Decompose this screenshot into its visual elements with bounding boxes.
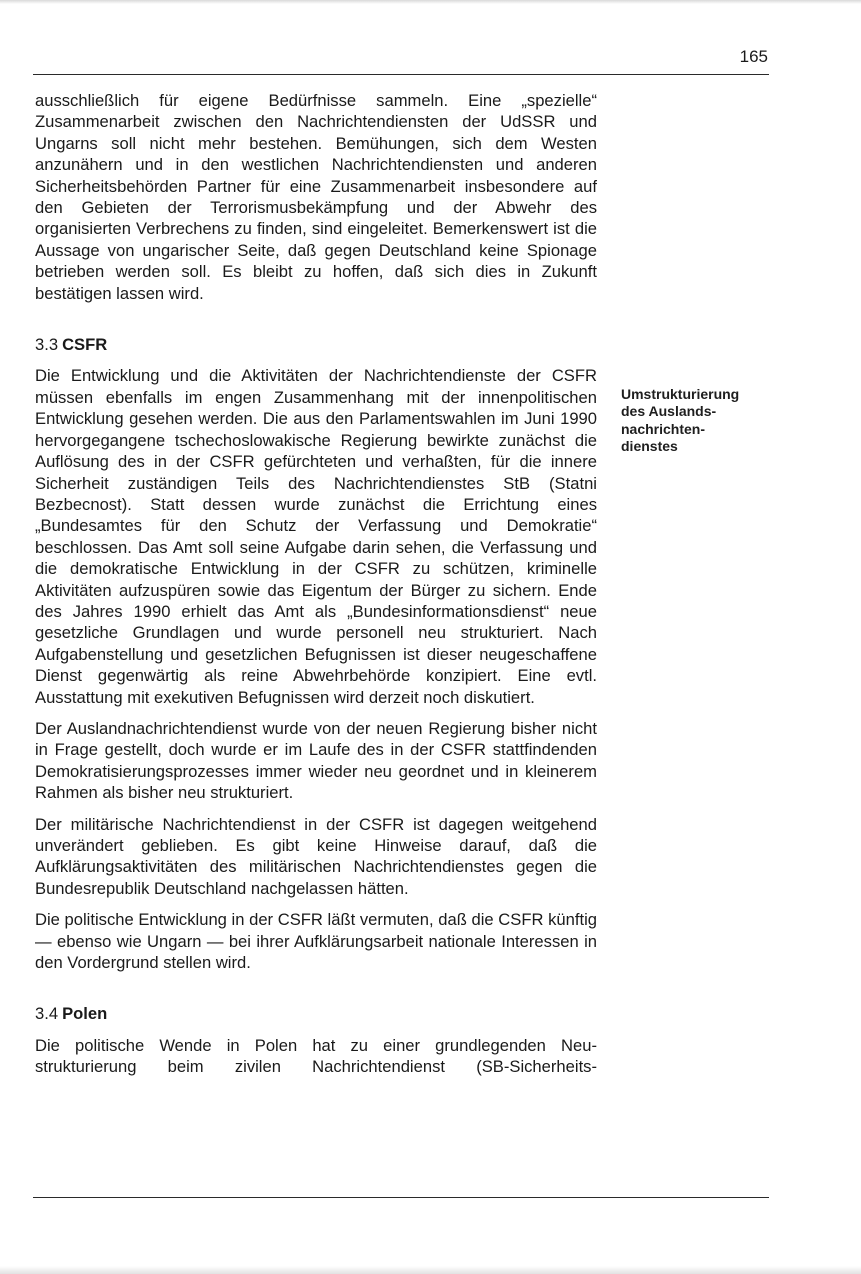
- section-heading-csfr: [35, 334, 597, 355]
- page-number: 165: [739, 47, 768, 66]
- csfr-paragraph-3: Der militärische Nachrichtendienst in der CSFR ist dagegen weitgehend unverändert geblieben. Es gibt keine Hinweise darauf, daß die Aufklärungsaktivitäten des militärischen Nachrichtendienstes gegen die Bundesrepublik Deutschland nachgelassen hätten.: [35, 814, 597, 898]
- section-title: Polen: [62, 1004, 108, 1024]
- scan-edge-top: [0, 0, 861, 4]
- scan-edge-bottom: [0, 1266, 861, 1274]
- section-number: 3.4: [35, 1004, 59, 1024]
- margin-note-line: nachrichten-: [621, 420, 706, 437]
- footer-rule: [33, 1197, 769, 1198]
- csfr-paragraph-2: Der Auslandnachrichtendienst wurde von der neuen Regierung bisher nicht in Frage gestellt, doch wurde er im Laufe des in der CSFR stattfindenden Demokratisierungsprozesses immer wieder neu geordnet und in kleinerem Rahmen als bisher neu strukturiert.: [35, 718, 597, 803]
- margin-note: [621, 386, 781, 456]
- section-number: 3.3: [35, 335, 59, 355]
- section-title: CSFR: [62, 335, 108, 355]
- csfr-paragraph-4: Die politische Entwicklung in der CSFR läßt vermuten, daß die CSFR künftig — ebenso wie Ungarn — bei ihrer Aufklärungsarbeit nationale Interessen in den Vordergrund stellen wird.: [35, 910, 597, 973]
- polen-paragraph-1: Die politische Wende in Polen hat zu einer grundlegenden Neustrukturierung beim zivilen Nachrichtendienst (SB-Sicherheits-: [35, 1035, 597, 1077]
- intro-paragraph: ausschließlich für eigene Bedürfnisse sammeln. Eine „spezielle“ Zusammenarbeit zwischen den Nachrichtendiensten der UdSSR und Ungarns soll nicht mehr bestehen. Bemühungen, sich dem Westen anzunähern und in den westlichen Nachrichtendiensten und anderen Sicherheitsbehörden Partner für eine Zusammenarbeit insbesondere auf den Gebieten der Terrorismusbekämpfung und der Abwehr des organisierten Verbrechens zu finden, sind eingeleitet. Bemerkenswert ist die Aussage von ungarischer Seite, daß gegen Deutschland keine Spionage betrieben werden soll. Es bleibt zu hoffen, daß sich dies in Zukunft bestätigen lassen wird.: [35, 91, 597, 303]
- csfr-paragraph-1: Die Entwicklung und die Aktivitäten der Nachrichtendienste der CSFR müssen ebenfalls im engen Zusammenhang mit der innenpolitischen Entwicklung gesehen werden. Die aus den Parlamentswahlen im Juni 1990 hervorgegangene tschechoslowakische Regierung bewirkte zunächst die Auflösung des in der CSFR gefürchteten und verhaßten, für die innere Sicherheit zuständigen Teils des Nachrichtendienstes StB (Statni Bezbecnost). Statt dessen wurde zunächst die Errichtung eines „Bundesamtes für den Schutz der Verfassung und Demokratie“ beschlossen. Das Amt soll seine Aufgabe darin sehen, die Verfassung und die demokratische Entwicklung in der CSFR zu schützen, kriminelle Aktivitäten aufzuspüren sowie das Eigentum der Bürger zu sichern. Ende des Jahres 1990 erhielt das Amt als „Bundesinformationsdienst“ neue gesetzliche Grundlagen und wurde personell neu strukturiert. Nach Aufgabenstellung und gesetzlichen Befugnissen ist dieser neugeschaffene Dienst gegenwärtig als reine Abwehrbehörde konzipiert. Eine evtl. Ausstattung mit exekutiven Befugnissen wird derzeit noch diskutiert.: [35, 366, 597, 707]
- margin-note-line: Umstrukturierung: [621, 386, 740, 402]
- header-rule: [33, 74, 769, 75]
- margin-note-line: des Auslands-: [621, 403, 717, 420]
- main-text-column: [35, 90, 597, 1088]
- section-heading-polen: [35, 1003, 597, 1024]
- margin-note-line: dienstes: [621, 438, 678, 455]
